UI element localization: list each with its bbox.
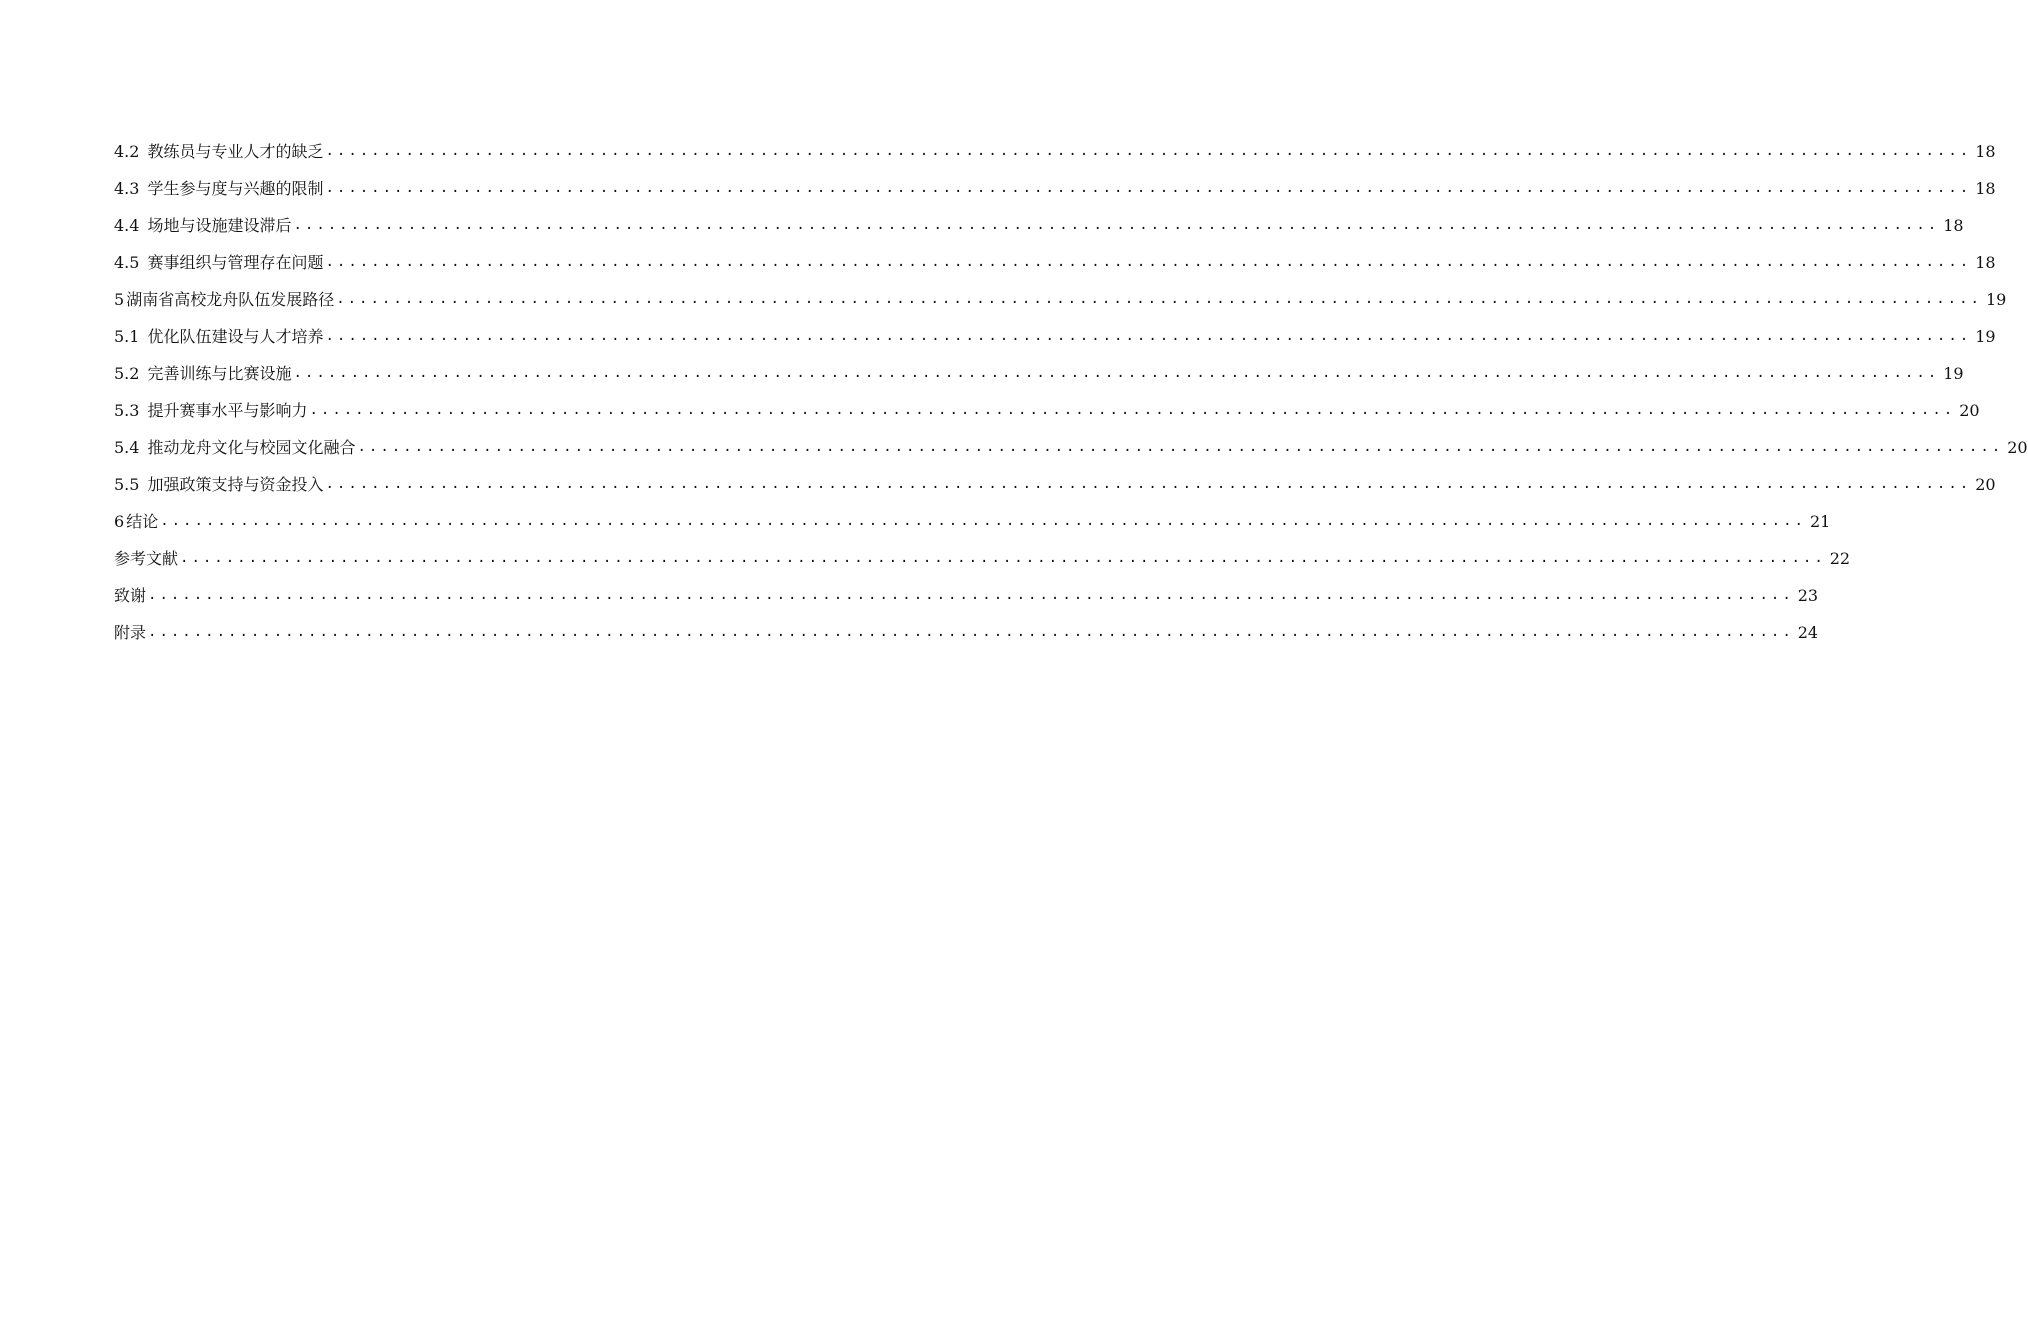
toc-entry-number: 5.3	[114, 401, 140, 420]
toc-entry-title: 加强政策支持与资金投入	[147, 475, 324, 494]
toc-entry-number: 5.5	[114, 475, 140, 494]
toc-page-number: 19	[1975, 327, 1996, 346]
toc-dot-leader: ................................................................................................................................................	[309, 402, 1956, 418]
table-of-contents	[114, 133, 2028, 651]
toc-entry-title: 提升赛事水平与影响力	[147, 401, 308, 420]
toc-entry-4-3[interactable]	[114, 170, 1996, 207]
toc-entry-4-5[interactable]	[114, 244, 1996, 281]
toc-dot-leader: ................................................................................................................................................	[325, 476, 1972, 492]
toc-page-number: 18	[1975, 142, 1996, 161]
toc-dot-leader: ................................................................................................................................................	[325, 180, 1972, 196]
toc-dot-leader: ................................................................................................................................................	[325, 143, 1972, 159]
toc-entry-4-2[interactable]	[114, 133, 1996, 170]
toc-entry-title: 完善训练与比赛设施	[147, 364, 292, 383]
toc-entry-title: 场地与设施建设滞后	[147, 216, 292, 235]
toc-entry-5-4[interactable]	[114, 429, 2028, 466]
toc-dot-leader: ................................................................................................................................................	[325, 254, 1972, 270]
toc-page-number: 19	[1985, 290, 2007, 309]
toc-dot-leader: ................................................................................................................................................	[180, 550, 1826, 566]
toc-entry-number: 4.4	[114, 216, 140, 235]
toc-page-number: 24	[1797, 623, 1819, 642]
toc-dot-leader: ................................................................................................................................................	[336, 291, 1982, 307]
toc-entry-title: 学生参与度与兴趣的限制	[147, 179, 324, 198]
toc-entry-number: 4.2	[114, 142, 140, 161]
toc-page-number: 22	[1829, 549, 1851, 568]
toc-entry-title: 附录	[114, 623, 147, 642]
toc-entry-title: 推动龙舟文化与校园文化融合	[147, 438, 356, 457]
toc-entry-number: 4.3	[114, 179, 140, 198]
toc-dot-leader: ................................................................................................................................................	[160, 513, 1806, 529]
toc-entry-acknowledgements[interactable]	[114, 577, 1819, 614]
toc-dot-leader: ................................................................................................................................................	[357, 439, 2004, 455]
toc-page-number: 20	[1975, 475, 1996, 494]
toc-entry-title: 优化队伍建设与人才培养	[147, 327, 324, 346]
toc-entry-number: 5.1	[114, 327, 140, 346]
toc-dot-leader: ................................................................................................................................................	[148, 587, 1794, 603]
toc-page-number: 20	[1959, 401, 1980, 420]
toc-entry-4-4[interactable]	[114, 207, 1964, 244]
toc-entry-number: 4.5	[114, 253, 140, 272]
toc-dot-leader: ................................................................................................................................................	[293, 365, 1940, 381]
toc-entry-references[interactable]	[114, 540, 1851, 577]
toc-entry-title: 参考文献	[114, 549, 179, 568]
toc-entry-number: 5	[114, 290, 125, 309]
toc-page-number: 23	[1797, 586, 1819, 605]
toc-page-number: 18	[1975, 253, 1996, 272]
toc-entry-title: 结论	[126, 512, 159, 531]
toc-entry-5-5[interactable]	[114, 466, 1996, 503]
toc-entry-number: 5.4	[114, 438, 140, 457]
toc-page-number: 21	[1809, 512, 1831, 531]
toc-entry-appendix[interactable]	[114, 614, 1819, 651]
toc-page-number: 19	[1943, 364, 1964, 383]
toc-page-number: 20	[2007, 438, 2028, 457]
toc-entry-number: 5.2	[114, 364, 140, 383]
toc-entry-title: 教练员与专业人才的缺乏	[147, 142, 324, 161]
toc-dot-leader: ................................................................................................................................................	[148, 624, 1794, 640]
toc-entry-5[interactable]	[114, 281, 2007, 318]
toc-page-number: 18	[1943, 216, 1964, 235]
toc-entry-title: 致谢	[114, 586, 147, 605]
toc-dot-leader: ................................................................................................................................................	[293, 217, 1940, 233]
toc-entry-title: 湖南省高校龙舟队伍发展路径	[126, 290, 335, 309]
toc-dot-leader: ................................................................................................................................................	[325, 328, 1972, 344]
toc-entry-number: 6	[114, 512, 125, 531]
toc-entry-title: 赛事组织与管理存在问题	[147, 253, 324, 272]
toc-entry-5-2[interactable]	[114, 355, 1964, 392]
toc-entry-5-3[interactable]	[114, 392, 1980, 429]
toc-entry-6[interactable]	[114, 503, 1831, 540]
toc-entry-5-1[interactable]	[114, 318, 1996, 355]
toc-page-number: 18	[1975, 179, 1996, 198]
